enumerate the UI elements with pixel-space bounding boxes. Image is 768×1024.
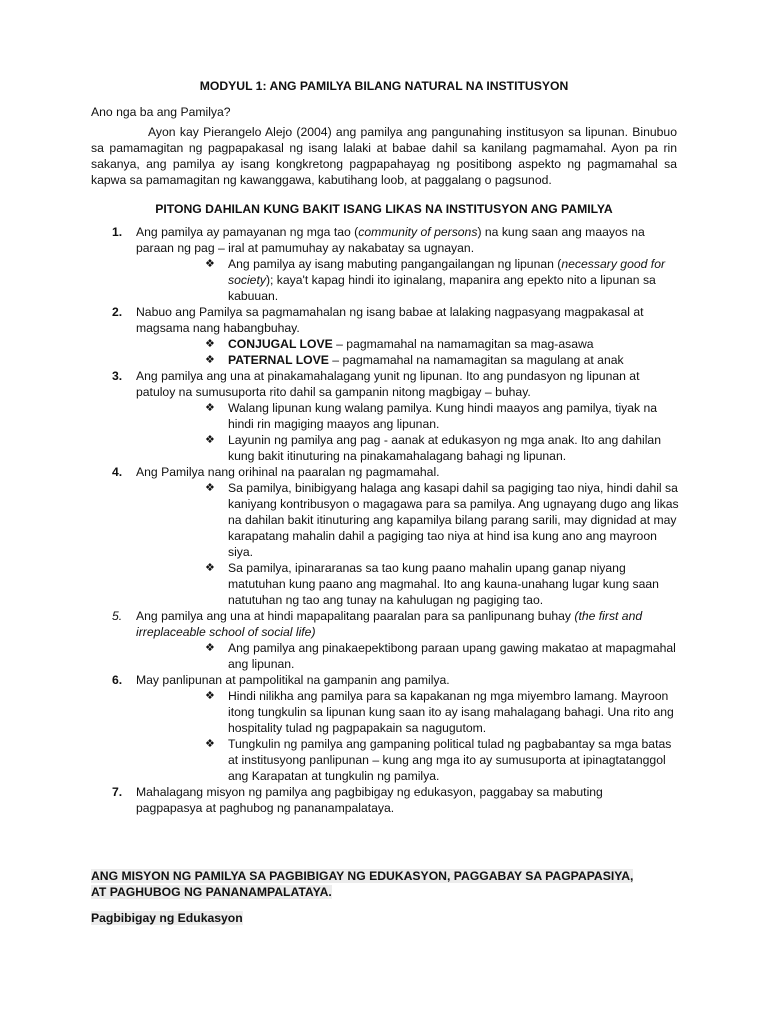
item-number: 2. [112, 305, 123, 319]
item-number: 4. [112, 465, 123, 479]
item-text: Ang pamilya ang una at pinakamahalagang yunit ng lipunan. Ito ang pundasyon ng lipunan at patuloy na sumusuporta rito dahil sa gampanin nitong magbigay – buhay. [136, 369, 640, 399]
sub-item-text: ); kaya't kapag hindi ito iginalang, mapanira ang epekto nito a lipunan sa kabuuan. [228, 273, 656, 303]
item-text: May panlipunan at pampolitikal na gampanin ang pamilya. [136, 673, 450, 687]
sub-item-text: Walang lipunan kung walang pamilya. Kung hindi maayos ang pamilya, tiyak na hindi rin magiging maayos ang lipunan. [228, 401, 658, 431]
sub-item [0, 336, 680, 352]
diamond-bullet-icon: ❖ [205, 642, 215, 654]
diamond-bullet-icon: ❖ [205, 738, 215, 750]
item-number: 7. [112, 785, 123, 799]
list-item-6 [0, 672, 656, 688]
sub-item [0, 352, 680, 368]
diamond-bullet-icon: ❖ [205, 354, 215, 366]
sub-item [0, 560, 680, 608]
diamond-bullet-icon: ❖ [205, 562, 215, 574]
item-number: 6. [112, 673, 123, 687]
sub-item-text: Sa pamilya, ipinararanas sa tao kung paano mahalin upang ganap niyang matutuhan kung paano ang magmahal. Ito ang kauna-unahang lugar kung saan natutuhan ng tao ang tunay na kahulugan ng pagiging tao. [228, 561, 659, 607]
item-number: 3. [112, 369, 123, 383]
item-text-italic: (the first and irreplaceable school of social life) [136, 609, 643, 639]
item-text: Nabuo ang Pamilya sa pagmamahalan ng isang babae at lalaking nagpasyang magpakasal at magsama nang habangbuhay. [136, 305, 644, 335]
list-item-2 [0, 304, 656, 336]
sub-item-text: Tungkulin ng pamilya ang gampaning political tulad ng pagbabantay sa mga batas at institusyong panlipunan – kung ang mga ito ay sumusuporta at ipinagtatanggol ang Karapatan at tungkulin ng pamilya. [228, 737, 672, 783]
list-item-5 [0, 608, 656, 640]
sub-item-text: – pagmamahal na namamagitan sa mag-asawa [332, 337, 594, 351]
sub-item-text-italic: necessary good for society [228, 257, 666, 287]
intro-question: Ano nga ba ang Pamilya? [91, 105, 231, 119]
item-text: ) na kung saan ang maayos na paraan ng pag – iral at pamumuhay ay nakabatay sa ugnayan. [136, 225, 645, 255]
sub-item [0, 256, 680, 304]
diamond-bullet-icon: ❖ [205, 690, 215, 702]
sub-item-text: Sa pamilya, binibigyang halaga ang kasapi dahil sa pagiging tao niya, hindi dahil sa kaniyang kontribusyon o magagawa para sa pamilya. Ang ugnayang dugo ang likas na dahilan bakit itinuturing ang kapamilya bilang parang sarili, may dignidad at may karapatang mahalin dahil a pagiging tao niya at hind isa kung ano ang mayroon siya. [228, 481, 679, 559]
diamond-bullet-icon: ❖ [205, 434, 215, 446]
diamond-bullet-icon: ❖ [205, 338, 215, 350]
sub-item [0, 736, 680, 784]
sub-item-text: Ang pamilya ay isang mabuting pangangailangan ng lipunan ( [228, 257, 562, 271]
subheading [91, 910, 243, 926]
diamond-bullet-icon: ❖ [205, 258, 215, 270]
item-text: Ang pamilya ay pamayanan ng mga tao ( [136, 225, 359, 239]
sub-item [0, 480, 680, 560]
sub-item-text: Ang pamilya ang pinakaepektibong paraan upang gawing makatao at mapagmahal ang lipunan. [228, 641, 676, 671]
item-number: 1. [112, 225, 123, 239]
list-item-3 [0, 368, 656, 400]
item-text: Ang pamilya ang una at hindi mapapalitang paaralan para sa panlipunang buhay [136, 609, 575, 623]
sub-item [0, 688, 680, 736]
subheading-text: Pagbibigay ng Edukasyon [91, 911, 243, 925]
sub-item [0, 432, 680, 464]
module-title: MODYUL 1: ANG PAMILYA BILANG NATURAL NA INSTITUSYON [199, 79, 569, 93]
list-title: PITONG DAHILAN KUNG BAKIT ISANG LIKAS NA INSTITUSYON ANG PAMILYA [155, 202, 613, 216]
sub-item [0, 640, 680, 672]
sub-item-text: Layunin ng pamilya ang pag - aanak at edukasyon ng mga anak. Ito ang dahilan kung bakit itinuturing na pinakamahalagang bahagi ng lipunan. [228, 433, 661, 463]
sub-item-term: PATERNAL LOVE [228, 353, 329, 367]
section-heading-text: ANG MISYON NG PAMILYA SA PAGBIBIGAY NG EDUKASYON, PAGGABAY SA PAGPAPASIYA, AT PAGHUBOG NG PANANAMPALATAYA. [91, 869, 634, 899]
section-heading [91, 868, 651, 900]
list-item-4 [0, 464, 656, 480]
item-text-italic: community of persons [358, 225, 478, 239]
item-number: 5. [112, 609, 123, 623]
list-item-7 [0, 784, 656, 816]
diamond-bullet-icon: ❖ [205, 482, 215, 494]
intro-paragraph: Ayon kay Pierangelo Alejo (2004) ang pamilya ang pangunahing institusyon sa lipunan. Binubuo sa pamamagitan ng pagpapakasal ng isang lalaki at babae dahil sa kanilang pagmamahal. Ayon pa rin sakanya, ang pamilya ay isang kongkretong pagpapahayag ng positibong aspekto ng pagmamahal sa kapwa sa pamamagitan ng kawanggawa, kabutihang loob, at paggalang o pagsunod. [91, 125, 677, 187]
list-item-1 [0, 224, 656, 256]
reasons-list [0, 224, 768, 816]
sub-item [0, 400, 680, 432]
item-text: Ang Pamilya nang orihinal na paaralan ng pagmamahal. [136, 465, 440, 479]
sub-item-text: Hindi nilikha ang pamilya para sa kapakanan ng mga miyembro lamang. Mayroon itong tungkulin sa lipunan kung saan ito ay isang mahalagang bahagi. Una rito ang hospitality tulad ng pagpapakain sa nagugutom. [228, 689, 674, 735]
sub-item-term: CONJUGAL LOVE [228, 337, 333, 351]
diamond-bullet-icon: ❖ [205, 402, 215, 414]
item-text: Mahalagang misyon ng pamilya ang pagbibigay ng edukasyon, paggabay sa mabuting pagpapasya at paghubog ng pananampalataya. [136, 785, 603, 815]
sub-item-text: – pagmamahal na namamagitan sa magulang at anak [328, 353, 624, 367]
